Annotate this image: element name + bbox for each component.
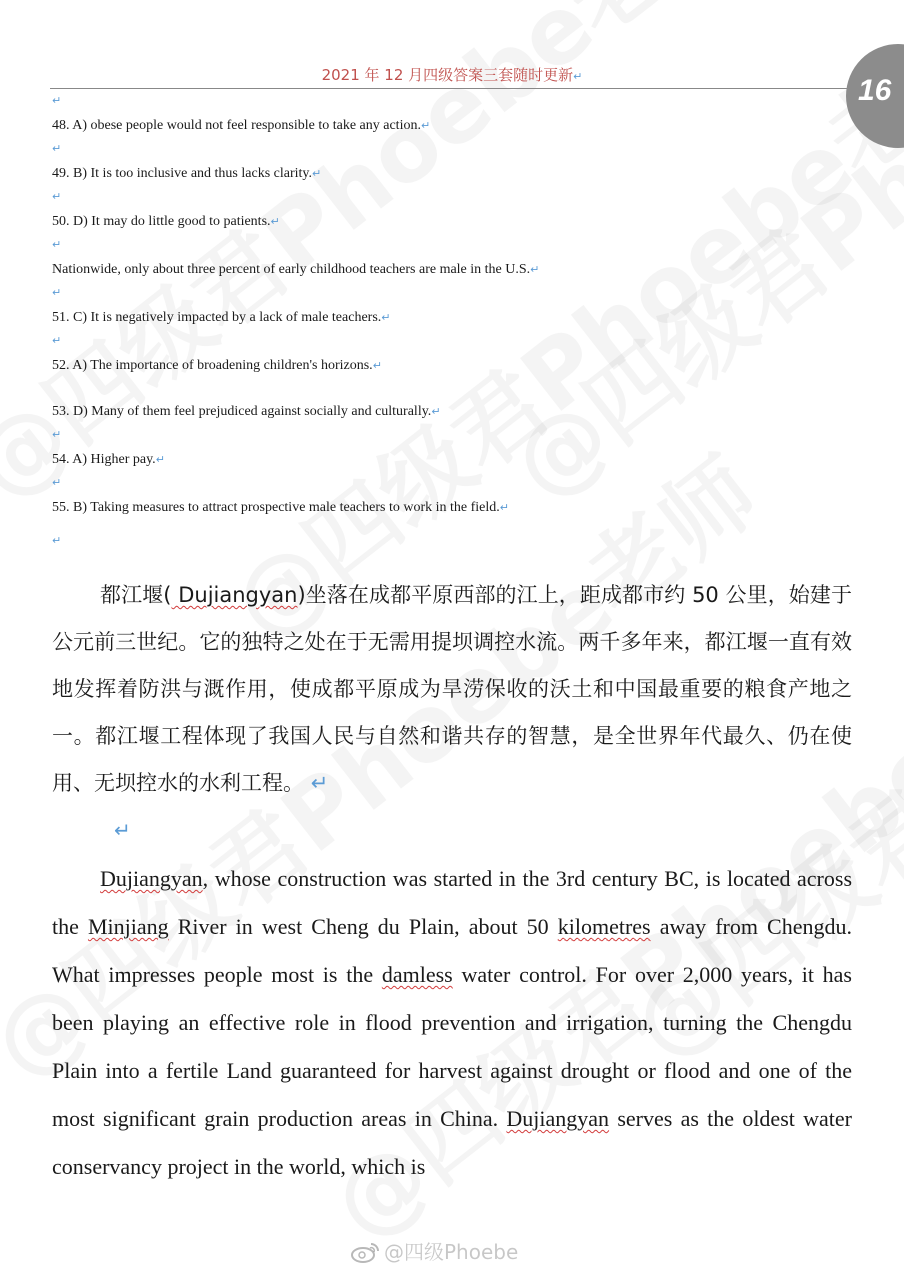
paragraph-mark: ↵ [310, 771, 329, 795]
paragraph-mark: ↵ [52, 286, 62, 299]
spellcheck-word: Dujiangyan [100, 866, 203, 891]
answer-text: 51. C) It is negatively impacted by a lack of male teachers. [52, 310, 382, 325]
answer-line [52, 310, 391, 326]
answer-text: 52. A) The importance of broadening children's horizons. [52, 358, 373, 373]
paragraph-mark: ↵ [52, 190, 62, 203]
spellcheck-word: Minjiang [87, 914, 169, 939]
page-number-badge [846, 44, 904, 148]
chinese-text: 都江堰( [100, 583, 172, 607]
paragraph-mark: ↵ [52, 476, 62, 489]
paragraph-mark: ↵ [420, 119, 431, 132]
chinese-paragraph [52, 572, 852, 807]
paragraph-mark: ↵ [499, 501, 509, 514]
answer-text: 54. A) Higher pay. [52, 452, 156, 467]
paragraph-mark: ↵ [114, 818, 131, 842]
answer-line [52, 404, 441, 420]
footer-watermark [350, 1236, 518, 1265]
watermark-text [200, 0, 904, 664]
paragraph-mark: ↵ [530, 263, 540, 276]
weibo-icon [350, 1241, 380, 1263]
paragraph-mark: ↵ [52, 142, 62, 155]
header-divider [50, 88, 850, 89]
english-text: , whose construction was started in the 3rd century BC, is located across the [52, 866, 852, 939]
spellcheck-word: kilometres [557, 914, 651, 939]
spellcheck-word: Dujiangyan [506, 1106, 610, 1131]
answer-text: 53. D) Many of them feel prejudiced against socially and culturally. [52, 404, 432, 419]
header-title-text: 2021 年 12 月四级答案三套随时更新 [321, 66, 574, 84]
paragraph-mark: ↵ [381, 311, 391, 324]
answer-line [52, 500, 509, 516]
english-text: away from Chengdu. What impresses people most is the [52, 914, 852, 987]
english-text: River in west Cheng du Plain, about 50 [168, 914, 558, 939]
answer-line [52, 214, 280, 230]
paragraph-mark: ↵ [431, 405, 441, 418]
paragraph-mark: ↵ [52, 94, 62, 107]
answer-line [52, 452, 165, 468]
paragraph-mark: ↵ [372, 359, 382, 372]
english-text: serves as the oldest water conservancy project in the world, which is [52, 1106, 852, 1179]
answer-text: 49. B) It is too inclusive and thus lacks clarity. [52, 166, 312, 181]
paragraph-mark: ↵ [573, 70, 583, 83]
header-title [0, 64, 904, 85]
paragraph-mark: ↵ [155, 453, 165, 466]
answer-text: 48. A) obese people would not feel responsible to take any action. [52, 118, 421, 133]
paragraph-mark: ↵ [52, 238, 62, 251]
paragraph-mark: ↵ [52, 334, 62, 347]
english-text: water control. For over 2,000 years, it has been playing an effective role in flood prevention and irrigation, turning the Chengdu Plain into a fertile Land guaranteed for harvest against drought or flood and one of the most significant grain production areas in China. [52, 962, 852, 1131]
paragraph-mark: ↵ [270, 215, 280, 228]
answer-line [52, 358, 382, 374]
section-intro-text: Nationwide, only about three percent of early childhood teachers are male in the U.S. [52, 262, 531, 277]
answer-line [52, 118, 430, 134]
page-number: 16 [858, 74, 892, 107]
paragraph-mark: ↵ [312, 167, 322, 180]
chinese-text: )坐落在成都平原西部的江上，距成都市约 50 公里，始建于公元前三世纪。它的独特之处在于无需用提坝调控水流。两千多年来，都江堰一直有效地发挥着防洪与溉作用，使成都平原成为旱涝保收的沃土和中国最重要的粮食产地之一。都江堰工程体现了我国人民与自然和谐共存的智慧，是全世界年代最久、仍在使用、无坝控水的水利工程。 [52, 583, 852, 795]
section-intro-line [52, 262, 539, 278]
answer-text: 55. B) Taking measures to attract prospective male teachers to work in the field. [52, 500, 500, 515]
english-paragraph [52, 855, 852, 1191]
spellcheck-word: damless [381, 962, 453, 987]
footer-watermark-text: @四级Phoebe [384, 1240, 519, 1264]
paragraph-mark: ↵ [52, 428, 62, 441]
paragraph-mark: ↵ [52, 534, 62, 547]
answer-line [52, 166, 321, 182]
spellcheck-word: Dujiangyan [171, 583, 298, 607]
answer-text: 50. D) It may do little good to patients. [52, 214, 271, 229]
